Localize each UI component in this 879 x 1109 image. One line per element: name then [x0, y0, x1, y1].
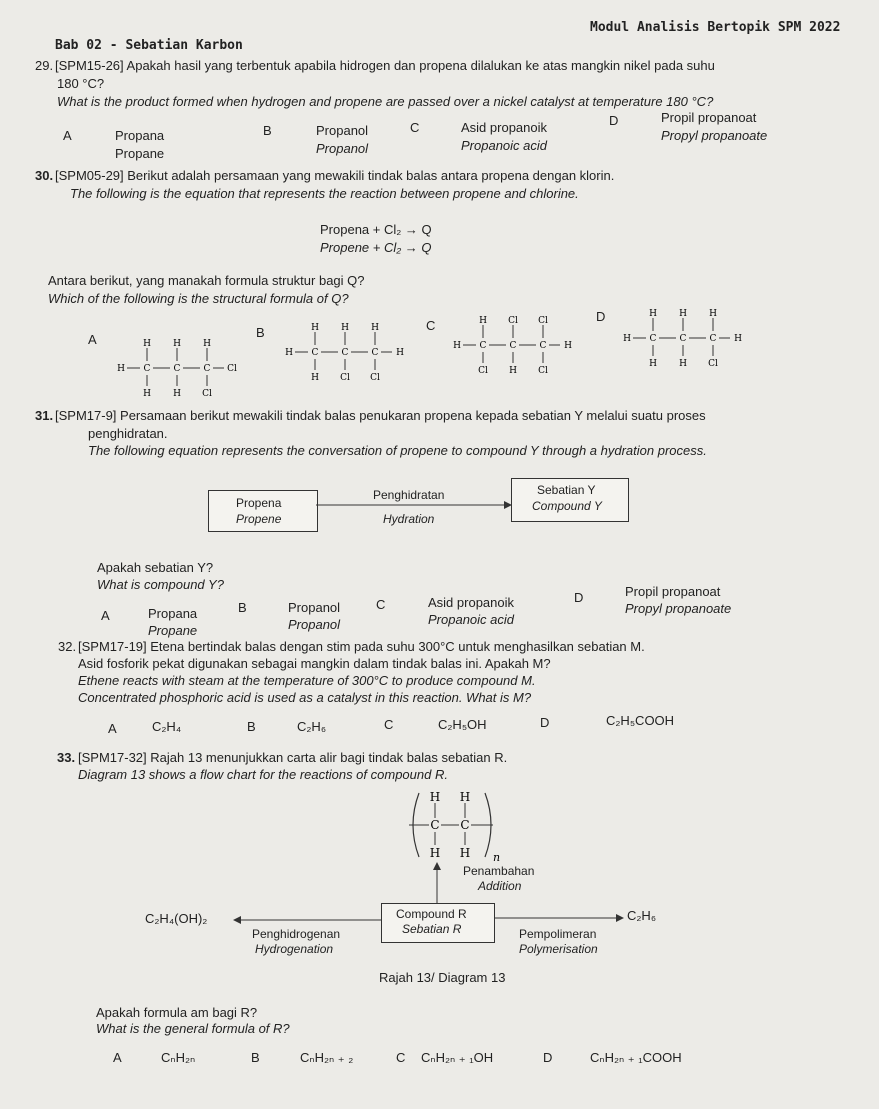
- q29-option-b-ms[interactable]: Propanol: [316, 123, 369, 138]
- q32-english-line1: Ethene reacts with steam at the temperature of 300°C to produce compound M.: [78, 673, 536, 688]
- q31-option-b-ms[interactable]: Propanol: [288, 600, 341, 615]
- q33-hydrogenation-ms: Penghidrogenan: [252, 927, 341, 941]
- q31-option-d-letter[interactable]: D: [574, 590, 584, 605]
- q32-option-c-text[interactable]: C₂H₅OH: [438, 717, 487, 732]
- svg-text:C: C: [679, 334, 687, 344]
- q30-option-a-structure[interactable]: [112, 336, 242, 406]
- svg-text:C: C: [143, 364, 151, 374]
- q31-ask-en: What is compound Y?: [97, 577, 224, 592]
- q29-option-d-en[interactable]: Propyl propanoate: [661, 128, 768, 143]
- svg-text:C: C: [371, 348, 379, 358]
- q33-option-c-letter[interactable]: C: [396, 1050, 406, 1065]
- svg-text:C: C: [460, 818, 470, 832]
- q29-malay-line1: [SPM15-26] Apakah hasil yang terbentuk apabila hidrogen dan propena dilalukan ke atas mangkin nikel pada suhu: [55, 58, 715, 73]
- q29-option-a-letter[interactable]: A: [63, 128, 72, 143]
- q30-ask-ms: Antara berikut, yang manakah formula struktur bagi Q?: [48, 273, 365, 288]
- svg-text:C: C: [203, 364, 211, 374]
- q30-ask-en: Which of the following is the structural formula of Q?: [48, 291, 349, 306]
- svg-text:H: H: [509, 366, 517, 376]
- q30-english: The following is the equation that represents the reaction between propene and chlorine.: [70, 186, 579, 201]
- svg-text:H: H: [429, 846, 441, 860]
- svg-text:H: H: [649, 309, 657, 319]
- q33-addition-ms: Penambahan: [463, 864, 535, 878]
- q33-option-b-text[interactable]: CₙH₂ₙ ₊ ₂: [300, 1050, 354, 1065]
- q33-ask-ms: Apakah formula am bagi R?: [96, 1005, 258, 1020]
- q32-malay-line2: Asid fosforik pekat digunakan sebagai mangkin dalam tindak balas ini. Apakah M?: [78, 656, 551, 671]
- svg-text:C: C: [649, 334, 657, 344]
- q30-option-b-structure[interactable]: [280, 320, 410, 390]
- svg-text:H: H: [709, 309, 717, 319]
- svg-text:C: C: [539, 341, 547, 351]
- q33-option-d-letter[interactable]: D: [543, 1050, 553, 1065]
- q30-option-a-letter[interactable]: A: [88, 332, 97, 347]
- q31-compound-en: Compound Y: [532, 499, 602, 513]
- q30-option-d-letter[interactable]: D: [596, 309, 606, 324]
- q33-compound-r-en: Compound R: [396, 907, 467, 921]
- q31-option-b-letter[interactable]: B: [238, 600, 247, 615]
- svg-text:Cl: Cl: [340, 373, 350, 383]
- svg-text:H: H: [564, 341, 572, 351]
- svg-text:H: H: [734, 334, 742, 344]
- q29-option-d-ms[interactable]: Propil propanoat: [661, 110, 757, 125]
- svg-text:Cl: Cl: [370, 373, 380, 383]
- svg-text:H: H: [459, 846, 471, 860]
- svg-text:H: H: [311, 373, 319, 383]
- svg-text:Cl: Cl: [508, 316, 518, 326]
- q31-option-d-ms[interactable]: Propil propanoat: [625, 584, 721, 599]
- atom: H: [143, 339, 151, 349]
- svg-text:Cl: Cl: [227, 364, 237, 374]
- svg-text:H: H: [173, 389, 181, 399]
- q29-english: What is the product formed when hydrogen and propene are passed over a nickel catalyst at temperature 180 °C?: [57, 94, 714, 109]
- q33-option-b-letter[interactable]: B: [251, 1050, 260, 1065]
- q33-polymerisation-ms: Pempolimeran: [519, 927, 597, 941]
- svg-text:H: H: [341, 323, 349, 333]
- q30-option-c-letter[interactable]: C: [426, 318, 436, 333]
- q32-option-a-text[interactable]: C₂H₄: [152, 719, 182, 734]
- q33-right-arrow: [494, 913, 624, 923]
- q33-right-product: C₂H₆: [627, 908, 657, 923]
- q32-english-line2: Concentrated phosphoric acid is used as a catalyst in this reaction. What is M?: [78, 690, 532, 705]
- svg-text:H: H: [285, 348, 293, 358]
- svg-text:H: H: [679, 309, 687, 319]
- q31-option-a-letter[interactable]: A: [101, 608, 110, 623]
- q32-malay-line1: [SPM17-19] Etena bertindak balas dengan stim pada suhu 300°C untuk menghasilkan sebatian M.: [78, 639, 645, 654]
- svg-text:C: C: [479, 341, 487, 351]
- svg-text:H: H: [311, 323, 319, 333]
- q30-equation-en: Propene + Cl₂ → Q: [320, 240, 432, 255]
- q32-option-d-text[interactable]: C₂H₅COOH: [606, 713, 675, 728]
- q30-option-d-structure[interactable]: [618, 306, 748, 376]
- svg-text:C: C: [341, 348, 349, 358]
- q32-option-b-text[interactable]: C₂H₆: [297, 719, 327, 734]
- q29-option-c-ms[interactable]: Asid propanoik: [461, 120, 547, 135]
- svg-text:H: H: [117, 364, 125, 374]
- svg-text:H: H: [679, 359, 687, 369]
- q33-up-arrow: [432, 862, 442, 904]
- q31-compound-ms: Sebatian Y: [537, 483, 596, 497]
- q32-option-a-letter[interactable]: A: [108, 721, 117, 736]
- q31-number: 31.: [35, 408, 54, 423]
- q29-option-c-en[interactable]: Propanoic acid: [461, 138, 547, 153]
- svg-text:Cl: Cl: [478, 366, 488, 376]
- q33-option-a-text[interactable]: CₙH₂ₙ: [161, 1050, 196, 1065]
- q29-option-a-en[interactable]: Propane: [115, 146, 165, 161]
- q33-ask-en: What is the general formula of R?: [96, 1021, 290, 1036]
- q31-option-b-en[interactable]: Propanol: [288, 617, 341, 632]
- svg-text:H: H: [143, 389, 151, 399]
- q31-propene-en: Propene: [236, 512, 282, 526]
- q31-propene-ms: Propena: [236, 496, 282, 510]
- q29-option-c-letter[interactable]: C: [410, 120, 420, 135]
- svg-text:H: H: [371, 323, 379, 333]
- chapter-title: Bab 02 - Sebatian Karbon: [55, 38, 243, 53]
- q30-malay: [SPM05-29] Berikut adalah persamaan yang mewakili tindak balas antara propena dengan klorin.: [55, 168, 615, 183]
- q33-compound-r-ms: Sebatian R: [402, 922, 462, 936]
- polymer-n: n: [493, 851, 501, 864]
- q31-malay-line1: [SPM17-9] Persamaan berikut mewakili tindak balas penukaran propena kepada sebatian Y melalui suatu proses: [55, 408, 706, 423]
- svg-text:H: H: [649, 359, 657, 369]
- q29-option-a-ms[interactable]: Propana: [115, 128, 165, 143]
- q29-option-d-letter[interactable]: D: [609, 113, 619, 128]
- svg-text:H: H: [459, 790, 471, 804]
- svg-text:C: C: [173, 364, 181, 374]
- q30-number: 30.: [35, 168, 54, 183]
- q33-option-a-letter[interactable]: A: [113, 1050, 122, 1065]
- q33-hydrogenation-en: Hydrogenation: [255, 942, 334, 956]
- q29-option-b-en[interactable]: Propanol: [316, 141, 369, 156]
- q31-option-c-ms[interactable]: Asid propanoik: [428, 595, 514, 610]
- q31-arrow-en: Hydration: [383, 512, 435, 526]
- q31-ask-ms: Apakah sebatian Y?: [97, 560, 214, 575]
- svg-text:H: H: [173, 339, 181, 349]
- q33-polymerisation-en: Polymerisation: [519, 942, 598, 956]
- q29-number: 29.: [35, 58, 54, 73]
- q33-option-c-text[interactable]: CₙH₂ₙ ₊ ₁OH: [421, 1050, 494, 1065]
- q33-malay: [SPM17-32] Rajah 13 menunjukkan carta alir bagi tindak balas sebatian R.: [78, 750, 508, 765]
- q31-arrow-ms: Penghidratan: [373, 488, 445, 502]
- q31-malay-line2: penghidratan.: [88, 426, 168, 441]
- q32-option-d-letter[interactable]: D: [540, 715, 550, 730]
- svg-text:H: H: [623, 334, 631, 344]
- svg-text:H: H: [396, 348, 404, 358]
- q31-option-c-en[interactable]: Propanoic acid: [428, 612, 514, 627]
- q33-english: Diagram 13 shows a flow chart for the reactions of compound R.: [78, 767, 448, 782]
- q31-arrow: [316, 500, 512, 510]
- q32-number: 32.: [58, 639, 77, 654]
- svg-text:Cl: Cl: [538, 316, 548, 326]
- svg-text:C: C: [509, 341, 517, 351]
- q33-diagram-caption: Rajah 13/ Diagram 13: [379, 970, 506, 985]
- q31-option-a-en[interactable]: Propane: [148, 623, 198, 638]
- svg-text:C: C: [430, 818, 440, 832]
- svg-text:C: C: [311, 348, 319, 358]
- q31-option-d-en[interactable]: Propyl propanoate: [625, 601, 732, 616]
- q33-number: 33.: [57, 750, 76, 765]
- q29-option-b-letter[interactable]: B: [263, 123, 272, 138]
- q32-option-c-letter[interactable]: C: [384, 717, 394, 732]
- q33-addition-en: Addition: [478, 879, 522, 893]
- q31-option-c-letter[interactable]: C: [376, 597, 386, 612]
- module-title: Modul Analisis Bertopik SPM 2022: [590, 20, 841, 35]
- svg-text:H: H: [479, 316, 487, 326]
- q33-left-product: C₂H₄(OH)₂: [145, 911, 208, 926]
- svg-text:H: H: [203, 339, 211, 349]
- q33-left-arrow: [233, 915, 381, 925]
- svg-text:Cl: Cl: [708, 359, 718, 369]
- q31-option-a-ms[interactable]: Propana: [148, 606, 198, 621]
- q30-option-c-structure[interactable]: [448, 313, 578, 383]
- q29-malay-line2: 180 °C?: [57, 76, 105, 91]
- svg-text:Cl: Cl: [202, 389, 212, 399]
- q32-option-b-letter[interactable]: B: [247, 719, 256, 734]
- svg-text:H: H: [429, 790, 441, 804]
- svg-text:Cl: Cl: [538, 366, 548, 376]
- svg-text:C: C: [709, 334, 717, 344]
- svg-text:H: H: [453, 341, 461, 351]
- q33-option-d-text[interactable]: CₙH₂ₙ ₊ ₁COOH: [590, 1050, 682, 1065]
- q33-polymer-structure: [405, 785, 505, 870]
- q31-english: The following equation represents the conversation of propene to compound Y through a hydration process.: [88, 443, 707, 458]
- q30-option-b-letter[interactable]: B: [256, 325, 265, 340]
- q30-equation-ms: Propena + Cl₂ → Q: [320, 222, 432, 237]
